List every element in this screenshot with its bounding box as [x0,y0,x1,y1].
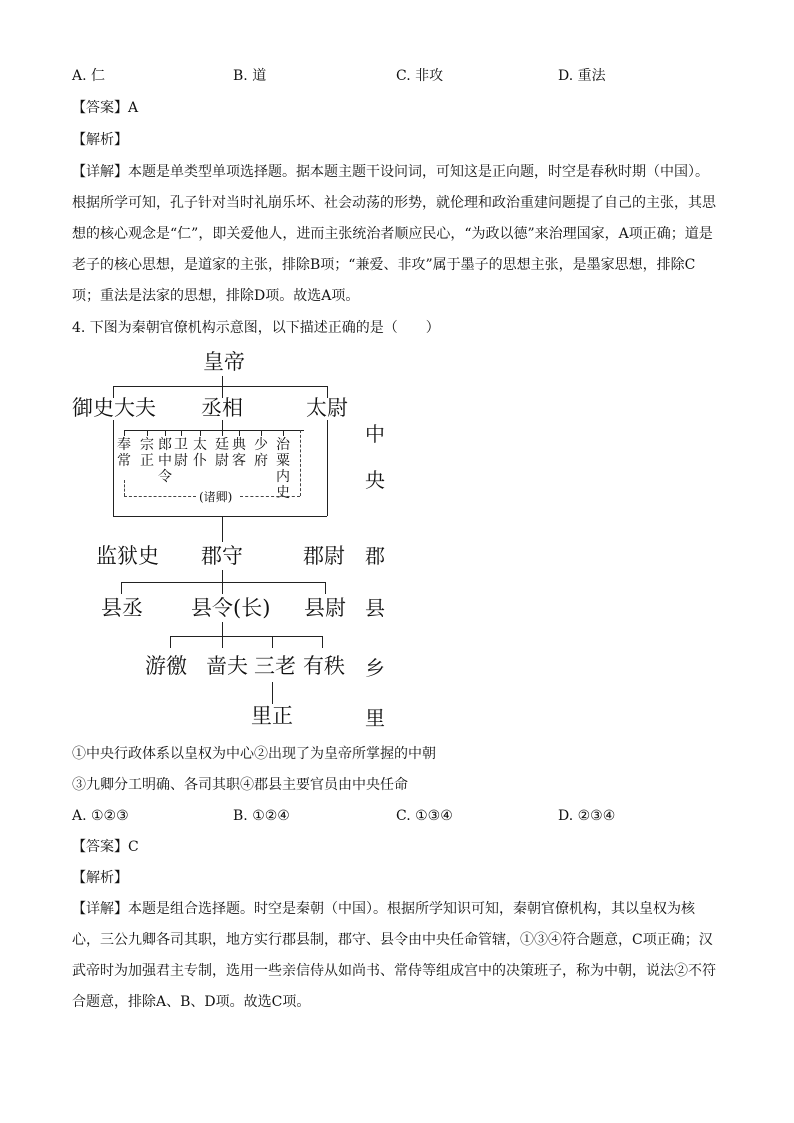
minister-zongzheng: 宗正 [140,437,154,469]
node-xianwei: 县尉 [304,596,346,620]
node-taiwei: 太尉 [306,396,348,420]
node-lizheng: 里正 [251,704,293,728]
q3-option-a: A. 仁 [72,68,106,84]
level-label: 乡 [365,656,385,680]
connector [327,420,328,516]
minister-zhisu-neishi: 治粟内史 [276,437,290,501]
connector [165,430,166,436]
connector [124,480,125,496]
q4-detail-line: 武帝时为加强君主专制，选用一些亲信侍从如尚书、常侍等组成宫中的决策班子，称为中朝，说法②不符 [72,963,716,979]
connector [240,496,300,497]
connector [124,430,125,436]
ministers-label: (诸卿) [199,490,233,504]
q3-detail-line: 老子的核心思想，是道家的主张，排除B项；“兼爱、非攻”属于墨子的思想主张，是墨家思想，排除C [72,257,696,273]
qin-bureaucracy-diagram [0,340,794,740]
connector [113,516,327,517]
q4-answer: 【答案】C [72,839,139,855]
minister-fengchang: 奉常 [117,437,131,469]
connector [222,570,223,582]
level-label: 县 [365,596,385,620]
q4-detail-line: 合题意，排除A、B、D项。故选C项。 [72,994,311,1010]
connector [200,430,201,436]
node-jianyushi: 监狱史 [96,544,159,568]
node-xianling: 县令(长) [191,596,271,620]
connector [300,430,301,496]
connector [283,430,284,436]
q4-option-c: C. ①③④ [396,808,453,824]
node-yushi-dafu: 御史大夫 [72,396,156,420]
connector [181,430,182,436]
connector [113,386,327,387]
connector [272,636,273,648]
q3-analysis-tag: 【解析】 [72,132,128,148]
connector [121,582,325,583]
level-label: 里 [365,706,385,730]
q4-detail-line: 心，三公九卿各司其职，地方实行郡县制，郡守、县令由中央任命管辖，①③④符合题意，C项正确；汉 [72,932,713,948]
connector [222,636,223,648]
q3-detail-line: 项；重法是法家的思想，排除D项。故选A项。 [72,288,360,304]
q3-option-b: B. 道 [233,68,267,84]
connector [325,582,326,594]
connector [147,430,148,436]
connector [113,420,114,516]
connector [170,636,322,637]
q4-analysis-tag: 【解析】 [72,870,128,886]
q3-answer: 【答案】A [72,100,139,116]
minister-shaofu: 少府 [254,437,268,469]
q3-detail-line: 【详解】本题是单类型单项选择题。据本题主题干设问词，可知这是正向题，时空是春秋时期（中国）。 [72,164,709,180]
node-sanlao: 三老 [254,654,296,678]
connector [124,430,304,431]
node-junshou: 郡守 [201,544,243,568]
node-sefu: 啬夫 [206,654,248,678]
connector [170,636,171,648]
q3-detail-line: 根据所学可知，孔子针对当时礼崩乐坏、社会动荡的形势，就伦理和政治重建问题提了自己的主张，其思 [72,195,716,211]
minister-weiwei: 卫尉 [174,437,188,469]
level-label: 央 [365,468,385,492]
node-emperor: 皇帝 [203,350,245,374]
connector [222,376,223,386]
connector [239,430,240,436]
q4-option-b: B. ①②④ [233,808,290,824]
minister-langzhongling: 郎中令 [158,437,172,485]
q4-statement: ①中央行政体系以皇权为中心②出现了为皇帝所掌握的中朝 [72,746,436,762]
minister-tingwei: 廷尉 [215,437,229,469]
node-youzhi: 有秩 [303,654,345,678]
q4-option-d: D. ②③④ [558,808,616,824]
minister-dianke: 典客 [232,437,246,469]
connector [222,420,223,430]
connector [121,582,122,594]
connector [222,622,223,636]
node-junwei: 郡尉 [303,544,345,568]
minister-taipu: 太仆 [193,437,207,469]
node-chengxiang: 丞相 [201,396,243,420]
q3-option-d: D. 重法 [558,68,606,84]
connector [222,582,223,594]
node-youjiao: 游徼 [145,654,187,678]
connector [222,516,223,542]
level-label: 郡 [365,544,385,568]
q3-detail-line: 想的核心观念是“仁”，即关爱他人，进而主张统治者顺应民心，“为政以德”来治理国家，A项正确；道是 [72,226,713,242]
q3-option-c: C. 非攻 [396,68,444,84]
q4-option-a: A. ①②③ [72,808,129,824]
node-xiancheng: 县丞 [101,596,143,620]
connector [261,430,262,436]
connector [222,430,223,436]
q4-detail-line: 【详解】本题是组合选择题。时空是秦朝（中国）。根据所学知识可知，秦朝官僚机构，其以皇权为核 [72,901,695,917]
level-label: 中 [365,422,385,446]
q4-stem: 4. 下图为秦朝官僚机构示意图，以下描述正确的是（ ） [72,320,440,336]
q4-statement: ③九卿分工明确、各司其职④郡县主要官员由中央任命 [72,777,408,793]
connector [272,682,273,704]
connector [124,496,196,497]
connector [322,636,323,648]
